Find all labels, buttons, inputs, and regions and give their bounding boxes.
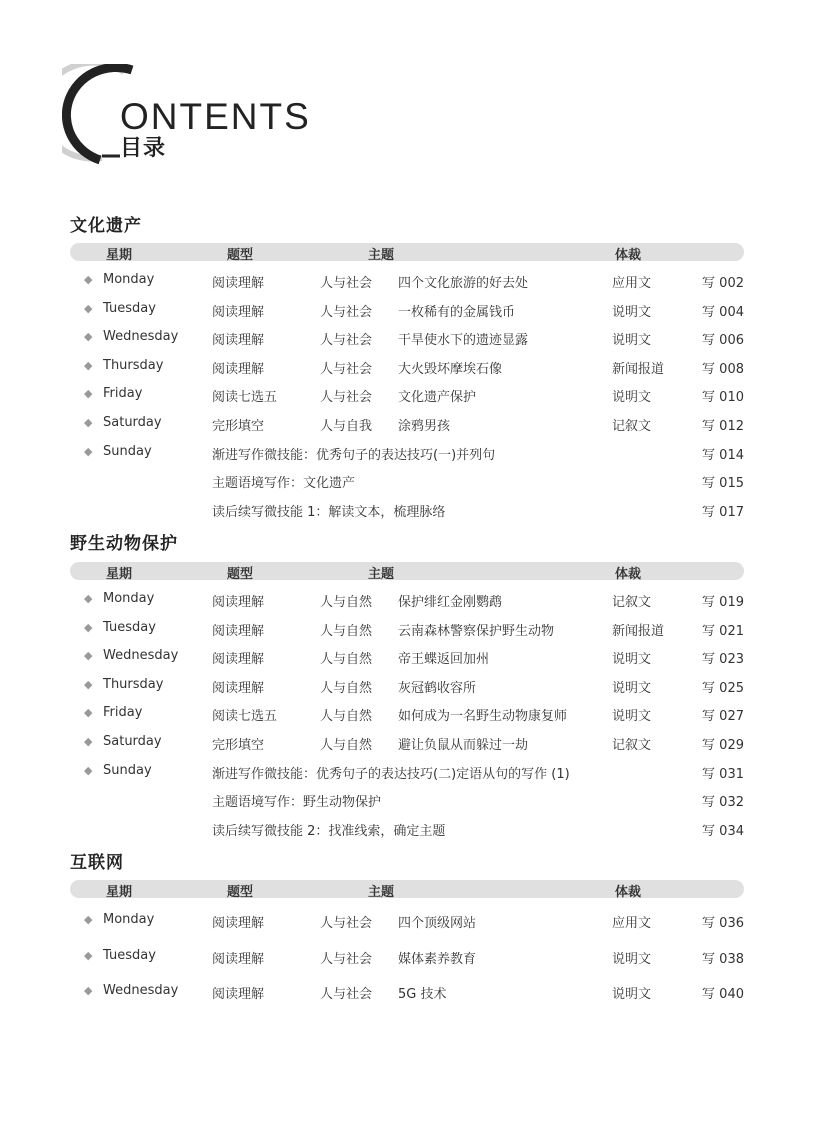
row-genre: 说明文 [612, 987, 652, 1003]
row-type: 阅读理解 [212, 680, 265, 696]
section-title: 野生动物保护 [70, 534, 178, 554]
row-day: Tuesday [103, 300, 156, 316]
toc-row[interactable] [70, 981, 744, 1003]
row-genre: 新闻报道 [612, 361, 665, 377]
toc-row[interactable] [70, 761, 744, 783]
row-genre: 记叙文 [612, 595, 652, 610]
row-type: 完形填空 [212, 419, 265, 434]
row-page: 写 027 [702, 709, 744, 725]
bullet-diamond-icon: ◆ [84, 301, 93, 315]
bullet-diamond-icon: ◆ [84, 273, 93, 286]
row-day: Friday [103, 386, 143, 402]
row-genre: 应用文 [612, 276, 652, 291]
row-topic: 人与社会 [320, 333, 373, 349]
row-genre: 说明文 [612, 304, 652, 320]
header-theme: 主题 [368, 248, 395, 263]
section-title: 文化遗产 [70, 216, 142, 236]
row-title: 保护绯红金刚鹦鹉 [398, 595, 503, 610]
header-genre: 体裁 [615, 567, 642, 582]
bullet-diamond-icon: ◆ [84, 592, 93, 605]
row-page: 写 008 [702, 361, 744, 377]
toc-row[interactable] [70, 789, 744, 811]
toc-row[interactable] [70, 270, 744, 292]
row-genre: 说明文 [612, 390, 652, 406]
row-page: 写 006 [702, 333, 744, 349]
toc-row[interactable] [70, 470, 744, 492]
row-day: Wednesday [103, 648, 179, 664]
row-page: 写 002 [702, 276, 744, 291]
header-type: 题型 [227, 885, 254, 900]
row-title: 涂鸦男孩 [398, 419, 451, 434]
toc-row[interactable] [70, 946, 744, 968]
table-header [70, 880, 744, 898]
row-title: 干旱使水下的遗迹显露 [398, 333, 529, 349]
toc-row[interactable] [70, 356, 744, 378]
row-topic: 人与自然 [320, 652, 373, 668]
row-title: 四个顶级网站 [398, 916, 477, 931]
table-header [70, 243, 744, 261]
row-topic: 人与社会 [320, 276, 373, 291]
row-title: 四个文化旅游的好去处 [398, 276, 529, 291]
bullet-diamond-icon: ◆ [84, 948, 93, 962]
row-title: 云南森林警察保护野生动物 [398, 623, 555, 639]
row-topic: 人与社会 [320, 361, 373, 377]
row-type: 阅读理解 [212, 304, 265, 320]
toc-row[interactable] [70, 442, 744, 464]
header-theme: 主题 [368, 885, 395, 900]
row-title: 如何成为一名野生动物康复师 [398, 709, 568, 725]
row-page: 写 021 [702, 623, 744, 639]
row-type: 阅读理解 [212, 652, 265, 668]
row-title: 媒体素养教育 [398, 951, 477, 967]
row-day: Friday [103, 705, 143, 721]
toc-row[interactable] [70, 732, 744, 754]
row-type: 阅读理解 [212, 333, 265, 349]
bullet-diamond-icon: ◆ [84, 706, 93, 720]
row-genre: 说明文 [612, 709, 652, 725]
row-title: 帝王蝶返回加州 [398, 652, 490, 668]
row-topic: 人与自我 [320, 419, 373, 434]
bullet-diamond-icon: ◆ [84, 387, 93, 401]
row-title: 主题语境写作：野生动物保护 [212, 795, 382, 811]
row-genre: 说明文 [612, 652, 652, 668]
toc-row[interactable] [70, 589, 744, 611]
row-type: 阅读七选五 [212, 709, 278, 725]
row-topic: 人与社会 [320, 304, 373, 320]
header-genre: 体裁 [615, 248, 642, 263]
toc-row[interactable] [70, 675, 744, 697]
row-day: Wednesday [103, 983, 179, 999]
row-type: 阅读理解 [212, 361, 265, 377]
row-day: Thursday [103, 676, 164, 692]
row-page: 写 004 [702, 304, 744, 320]
bullet-diamond-icon: ◆ [84, 358, 93, 372]
row-page: 写 019 [702, 595, 744, 610]
row-page: 写 010 [702, 390, 744, 406]
row-title: 文化遗产保护 [398, 390, 477, 406]
row-type: 阅读理解 [212, 276, 265, 291]
row-title: 避让负鼠从而躲过一劫 [398, 738, 529, 753]
row-page: 写 012 [702, 419, 744, 434]
row-type: 阅读理解 [212, 987, 265, 1003]
toc-row[interactable] [70, 499, 744, 521]
row-day: Monday [103, 591, 155, 606]
bullet-diamond-icon: ◆ [84, 649, 93, 663]
bullet-diamond-icon: ◆ [84, 913, 93, 926]
row-genre: 说明文 [612, 333, 652, 349]
bullet-diamond-icon: ◆ [84, 677, 93, 691]
toc-row[interactable] [70, 703, 744, 725]
row-page: 写 031 [702, 766, 744, 782]
row-topic: 人与社会 [320, 390, 373, 406]
toc-row[interactable] [70, 413, 744, 435]
row-genre: 说明文 [612, 951, 652, 967]
header-type: 题型 [227, 248, 254, 263]
row-genre: 记叙文 [612, 419, 652, 434]
toc-row[interactable] [70, 327, 744, 349]
header-day: 星期 [106, 248, 133, 263]
header-type: 题型 [227, 567, 254, 582]
row-page: 写 017 [702, 504, 744, 520]
row-type: 完形填空 [212, 738, 265, 753]
contents-subtitle: 目录 [120, 136, 167, 161]
bullet-diamond-icon: ◆ [84, 620, 93, 634]
row-page: 写 029 [702, 738, 744, 753]
row-title: 5G 技术 [398, 987, 447, 1003]
bullet-diamond-icon: ◆ [84, 735, 93, 748]
row-day: Tuesday [103, 619, 156, 635]
toc-row[interactable] [70, 646, 744, 668]
row-page: 写 032 [702, 795, 744, 811]
row-day: Saturday [103, 734, 162, 749]
row-genre: 记叙文 [612, 738, 652, 753]
row-day: Tuesday [103, 947, 156, 963]
row-topic: 人与自然 [320, 680, 373, 696]
row-type: 阅读理解 [212, 623, 265, 639]
row-type: 阅读理解 [212, 951, 265, 967]
row-day: Monday [103, 912, 155, 927]
row-title: 大火毁坏摩埃石像 [398, 361, 503, 377]
row-page: 写 034 [702, 823, 744, 839]
row-genre: 应用文 [612, 916, 652, 931]
toc-row[interactable] [70, 618, 744, 640]
contents-title: ONTENTS [120, 96, 311, 137]
bullet-diamond-icon: ◆ [84, 763, 93, 777]
row-genre: 新闻报道 [612, 623, 665, 639]
row-topic: 人与自然 [320, 709, 373, 725]
row-page: 写 014 [702, 447, 744, 463]
row-page: 写 025 [702, 680, 744, 696]
toc-row[interactable] [70, 299, 744, 321]
section-title: 互联网 [70, 853, 124, 873]
row-day: Wednesday [103, 329, 179, 345]
row-topic: 人与社会 [320, 916, 373, 931]
row-day: Saturday [103, 415, 162, 430]
row-day: Monday [103, 272, 155, 287]
row-genre: 说明文 [612, 680, 652, 696]
row-topic: 人与社会 [320, 987, 373, 1003]
bullet-diamond-icon: ◆ [84, 984, 93, 998]
row-title: 渐进写作微技能：优秀句子的表达技巧(二)定语从句的写作 (1) [212, 766, 570, 782]
row-type: 阅读理解 [212, 595, 265, 610]
toc-row[interactable] [70, 384, 744, 406]
row-title: 一枚稀有的金属钱币 [398, 304, 516, 320]
row-title: 读后续写微技能 2：找准线索，确定主题 [212, 823, 446, 839]
row-topic: 人与自然 [320, 738, 373, 753]
header-day: 星期 [106, 885, 133, 900]
row-day: Thursday [103, 357, 164, 373]
bullet-diamond-icon: ◆ [84, 444, 93, 458]
bullet-diamond-icon: ◆ [84, 330, 93, 344]
toc-row[interactable] [70, 818, 744, 840]
row-title: 读后续写微技能 1：解读文本，梳理脉络 [212, 504, 446, 520]
row-day: Sunday [103, 443, 152, 459]
header-theme: 主题 [368, 567, 395, 582]
row-topic: 人与自然 [320, 595, 373, 610]
bullet-diamond-icon: ◆ [84, 416, 93, 429]
table-header [70, 562, 744, 580]
row-title: 主题语境写作：文化遗产 [212, 476, 356, 492]
row-topic: 人与自然 [320, 623, 373, 639]
row-page: 写 040 [702, 987, 744, 1003]
row-page: 写 036 [702, 916, 744, 931]
row-type: 阅读七选五 [212, 390, 278, 406]
row-page: 写 038 [702, 951, 744, 967]
row-type: 阅读理解 [212, 916, 265, 931]
header-day: 星期 [106, 567, 133, 582]
row-topic: 人与社会 [320, 951, 373, 967]
row-day: Sunday [103, 762, 152, 778]
header-genre: 体裁 [615, 885, 642, 900]
row-page: 写 015 [702, 476, 744, 492]
row-title: 渐进写作微技能：优秀句子的表达技巧(一)并列句 [212, 447, 496, 463]
row-page: 写 023 [702, 652, 744, 668]
toc-row[interactable] [70, 910, 744, 932]
row-title: 灰冠鹤收容所 [398, 680, 477, 696]
